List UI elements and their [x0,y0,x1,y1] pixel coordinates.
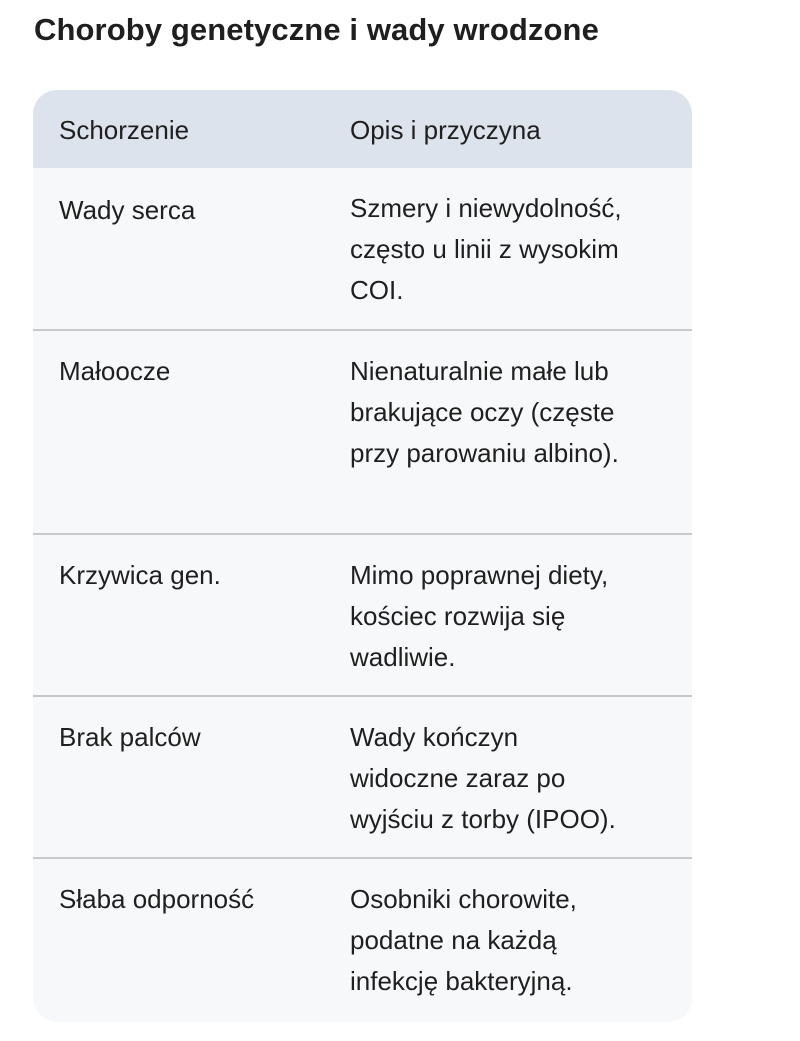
table-row [33,535,692,695]
table-row [33,859,692,1022]
column-header-condition: Schorzenie [59,115,190,145]
table-row [33,331,692,533]
table-header-row [33,90,692,168]
condition-name: Krzywica gen. [59,560,221,590]
condition-name: Słaba odporność [59,884,255,914]
condition-description: Wady kończyn widoczne zaraz po wyjściu z torby (IPOO). [350,722,616,834]
column-header-description: Opis i przyczyna [350,115,541,145]
table-row [33,697,692,857]
condition-description: Mimo poprawnej diety, kościec rozwija się wadliwie. [350,560,609,672]
disease-table [33,90,692,1022]
page-title: Choroby genetyczne i wady wrodzone [34,12,599,47]
condition-description: Osobniki chorowite, podatne na każdą infekcję bakteryjną. [350,884,577,996]
condition-name: Brak palców [59,722,201,752]
condition-name: Wady serca [59,195,196,225]
condition-description: Nienaturalnie małe lub brakujące oczy (częste przy parowaniu albino). [350,356,619,468]
table-row [33,168,692,329]
condition-name: Małoocze [59,356,171,386]
condition-description: Szmery i niewydolność, często u linii z wysokim COI. [350,193,622,305]
